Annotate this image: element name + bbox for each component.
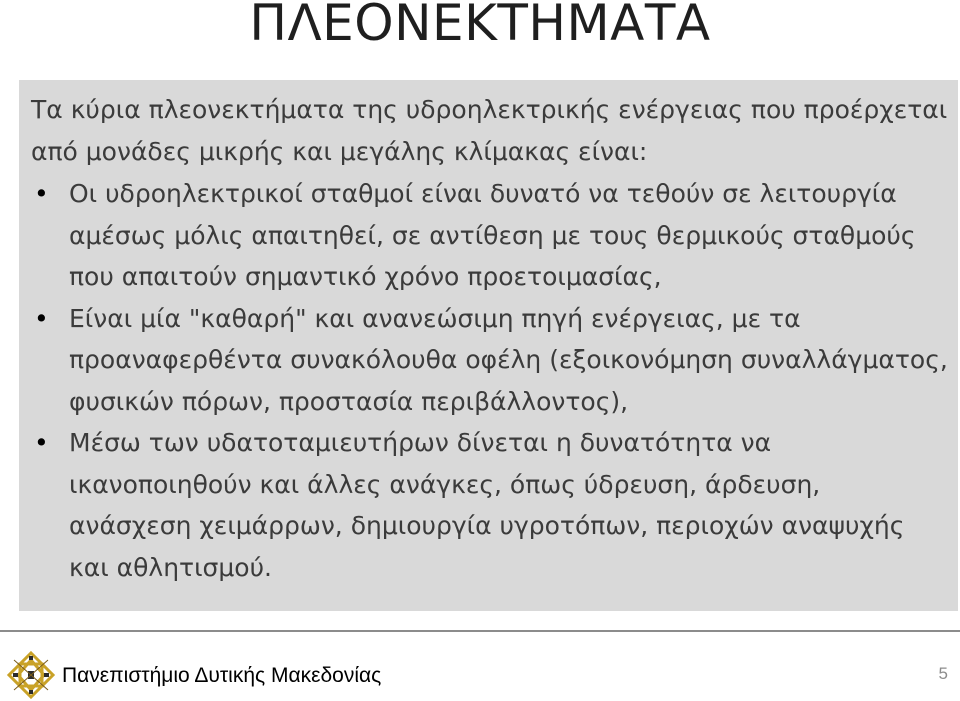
bullet-list bbox=[31, 173, 948, 588]
bullet-item bbox=[31, 298, 948, 423]
bullet-text: Είναι μία "καθαρή" και ανανεώσιμη πηγή ενέργειας, με τα προαναφερθέντα συνακόλουθα οφέλη (εξοικονόμηση συναλλάγματος, φυσικών πόρων, προστασία περιβάλλοντος), bbox=[69, 303, 948, 416]
bullet-text: Μέσω των υδατοταμιευτήρων δίνεται η δυνατότητα να ικανοποιηθούν και άλλες ανάγκες, όπως ύδρευση, άρδευση, ανάσχεση χειμάρρων, δημιουργία υγροτόπων, περιοχών αναψυχής και αθλητισμού. bbox=[69, 428, 905, 582]
page-number: 5 bbox=[938, 664, 948, 683]
slide-title: ΠΛΕΟΝΕΚΤΗΜΑΤΑ bbox=[249, 0, 711, 52]
footer bbox=[0, 630, 960, 701]
university-logo-icon bbox=[4, 650, 58, 700]
bullet-text: Οι υδροηλεκτρικοί σταθμοί είναι δυνατό να τεθούν σε λειτουργία αμέσως μόλις απαιτηθεί, σε αντίθεση με τους θερμικούς σταθμούς που απαιτούν σημαντικό χρόνο προετοιμασίας, bbox=[69, 179, 916, 291]
bullet-item bbox=[31, 173, 948, 298]
content-box bbox=[19, 80, 958, 611]
footer-divider bbox=[0, 630, 960, 632]
bullet-item bbox=[31, 422, 948, 588]
bullet-icon: • bbox=[34, 428, 49, 457]
bullet-icon: • bbox=[34, 179, 49, 208]
institution-name: Πανεπιστήμιο Δυτικής Μακεδονίας bbox=[62, 664, 382, 687]
intro-text: Τα κύρια πλεονεκτήματα της υδροηλεκτρικής ενέργειας που προέρχεται από μονάδες μικρής και μεγάλης κλίμακας είναι: bbox=[31, 95, 948, 166]
bullet-icon: • bbox=[34, 303, 49, 333]
